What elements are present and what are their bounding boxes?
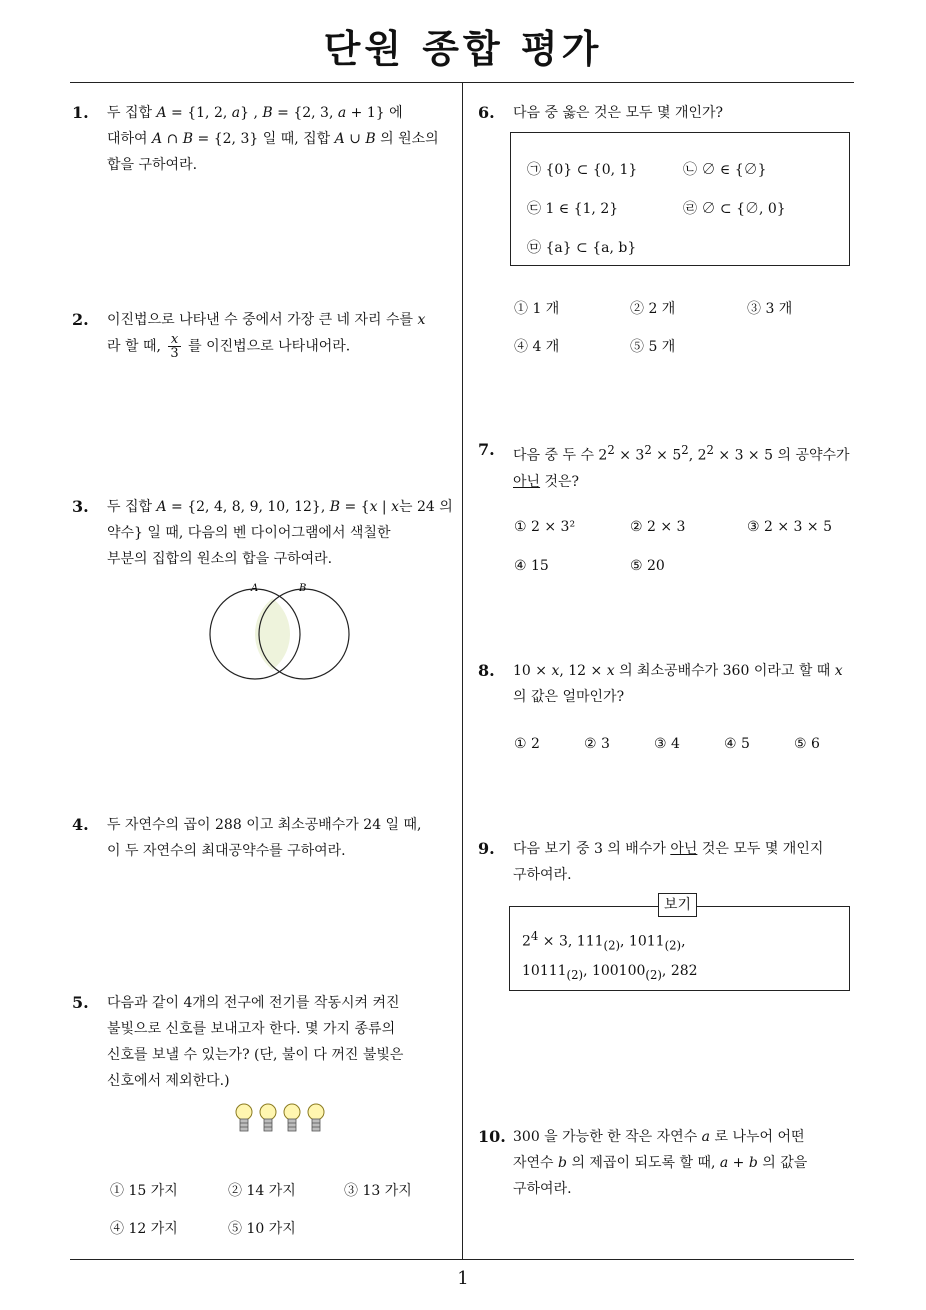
choice-5[interactable]: ⑤ 10 가지 xyxy=(228,1221,296,1237)
question-number: 8. xyxy=(478,661,495,680)
question-text: 합을 구하여라. xyxy=(107,157,198,173)
question-text: 두 집합 A = {2, 4, 8, 9, 10, 12}, B = {x | x는 24 의 xyxy=(107,499,453,515)
question-text: 구하여라. xyxy=(513,867,572,883)
choice-4[interactable]: ④ 5 xyxy=(724,736,750,752)
question-9 xyxy=(478,836,858,888)
question-text: 이진법으로 나타낸 수 중에서 가장 큰 네 자리 수를 x xyxy=(107,312,426,328)
choice-1[interactable]: ① 2 xyxy=(514,736,540,752)
statement: ㉤ {a} ⊂ {a, b} xyxy=(527,240,637,256)
choice-5[interactable]: ⑤ 5 개 xyxy=(630,339,676,355)
question-number: 1. xyxy=(72,103,89,122)
choice-5[interactable]: ⑤ 20 xyxy=(630,558,665,574)
question-2 xyxy=(72,307,457,360)
question-number: 10. xyxy=(478,1127,506,1146)
q9-example-box xyxy=(509,897,850,991)
column-divider xyxy=(462,83,463,1259)
bulb-icon xyxy=(236,1104,252,1131)
question-number: 4. xyxy=(72,815,89,834)
question-text: 이 두 자연수의 최대공약수를 구하여라. xyxy=(107,843,346,859)
choice-2[interactable]: ② 3 xyxy=(584,736,610,752)
question-text: 아닌 것은? xyxy=(513,473,580,490)
question-text: 다음 중 옳은 것은 모두 몇 개인가? xyxy=(513,105,724,121)
question-4 xyxy=(72,812,457,864)
question-text: 신호에서 제외한다.) xyxy=(107,1073,230,1089)
page-title: 단원 종합 평가 xyxy=(323,27,603,71)
choice-3[interactable]: ③ 2 × 3 × 5 xyxy=(747,519,832,535)
question-text: 구하여라. xyxy=(513,1181,572,1197)
question-number: 7. xyxy=(478,440,495,459)
choice-3[interactable]: ③ 3 개 xyxy=(747,301,793,317)
venn-diagram xyxy=(200,580,360,690)
choice-1[interactable]: ① 2 × 3² xyxy=(514,519,576,535)
statement: ㉡ ∅ ∈ {∅} xyxy=(683,162,767,178)
choice-1[interactable]: ① 1 개 xyxy=(514,301,560,317)
question-text: 다음과 같이 4개의 전구에 전기를 작동시켜 켜진 xyxy=(107,995,400,1011)
question-number: 5. xyxy=(72,993,89,1012)
question-text: 불빛으로 신호를 보내고자 한다. 몇 가지 종류의 xyxy=(107,1021,396,1037)
q5-choices xyxy=(110,1180,450,1240)
bulb-icon xyxy=(284,1104,300,1131)
q6-statements-box xyxy=(510,132,850,266)
question-text: 300 을 가능한 한 작은 자연수 a 로 나누어 어떤 xyxy=(513,1129,805,1145)
question-text: 자연수 b 의 제곱이 되도록 할 때, a + b 의 값을 xyxy=(513,1155,808,1171)
question-6 xyxy=(478,100,858,126)
choice-1[interactable]: ① 15 가지 xyxy=(110,1183,178,1199)
statement: ㉠ {0} ⊂ {0, 1} xyxy=(527,162,638,178)
bottom-rule xyxy=(70,1259,854,1260)
choice-4[interactable]: ④ 15 xyxy=(514,558,549,574)
q8-choices xyxy=(514,736,854,766)
question-text: 두 집합 A = {1, 2, a} , B = {2, 3, a + 1} 에 xyxy=(107,105,403,121)
q6-choices xyxy=(514,298,854,358)
choice-2[interactable]: ② 14 가지 xyxy=(228,1183,296,1199)
bulb-icon xyxy=(308,1104,324,1131)
question-text: 의 값은 얼마인가? xyxy=(513,689,625,705)
question-1 xyxy=(72,100,457,178)
question-number: 3. xyxy=(72,497,89,516)
choice-5[interactable]: ⑤ 6 xyxy=(794,736,820,752)
question-text: 10 × x, 12 × x 의 최소공배수가 360 이라고 할 때 x xyxy=(513,663,843,679)
set-a-label: A xyxy=(251,583,259,594)
question-7 xyxy=(478,437,858,495)
choice-4[interactable]: ④ 12 가지 xyxy=(110,1221,178,1237)
bulb-icon xyxy=(260,1104,276,1131)
q7-choices xyxy=(514,519,854,579)
question-text: 신호를 보낼 수 있는가? (단, 불이 다 꺼진 불빛은 xyxy=(107,1047,404,1063)
question-text: 라 할 때, $\frac{x}{3}$ 를 이진법으로 나타내어라. xyxy=(107,332,351,361)
question-10 xyxy=(478,1124,858,1202)
choice-4[interactable]: ④ 4 개 xyxy=(514,339,560,355)
fraction-x-over-3: $\frac{x}{3}$ xyxy=(170,332,179,361)
question-text: 다음 중 두 수 $2^2 \times 3^2 \times 5^2$, $2^2 \times 3 \times 5$ 의 공약수가 xyxy=(513,443,850,464)
question-text: 두 자연수의 곱이 288 이고 최소공배수가 24 일 때, xyxy=(107,817,422,833)
question-text: 다음 보기 중 3 의 배수가 아닌 것은 모두 몇 개인지 xyxy=(513,841,824,857)
question-number: 6. xyxy=(478,103,495,122)
set-b-label: B xyxy=(299,583,307,594)
choice-3[interactable]: ③ 13 가지 xyxy=(344,1183,412,1199)
example-list: $2^4 \times 3$, $111_{(2)}$, $1011_{(2)}$, $10111_{(2)}$, $100100_{(2)}$, 282 xyxy=(522,929,698,983)
question-number: 9. xyxy=(478,839,495,858)
question-text: 약수} 일 때, 다음의 벤 다이어그램에서 색칠한 xyxy=(107,525,391,541)
box-label: 보기 xyxy=(658,893,697,917)
choice-2[interactable]: ② 2 개 xyxy=(630,301,676,317)
question-text: 대하여 A ∩ B = {2, 3} 일 때, 집합 A ∪ B 의 원소의 xyxy=(107,131,439,147)
statement: ㉣ ∅ ⊂ {∅, 0} xyxy=(683,201,786,217)
light-bulbs-illustration xyxy=(232,1100,328,1140)
statement: ㉢ 1 ∈ {1, 2} xyxy=(527,201,619,217)
choice-3[interactable]: ③ 4 xyxy=(654,736,680,752)
page-number: 1 xyxy=(457,1268,469,1289)
question-3 xyxy=(72,494,457,572)
question-8 xyxy=(478,658,858,710)
question-text: 부분의 집합의 원소의 합을 구하여라. xyxy=(107,551,333,567)
question-5 xyxy=(72,990,457,1094)
choice-2[interactable]: ② 2 × 3 xyxy=(630,519,686,535)
question-number: 2. xyxy=(72,310,89,329)
